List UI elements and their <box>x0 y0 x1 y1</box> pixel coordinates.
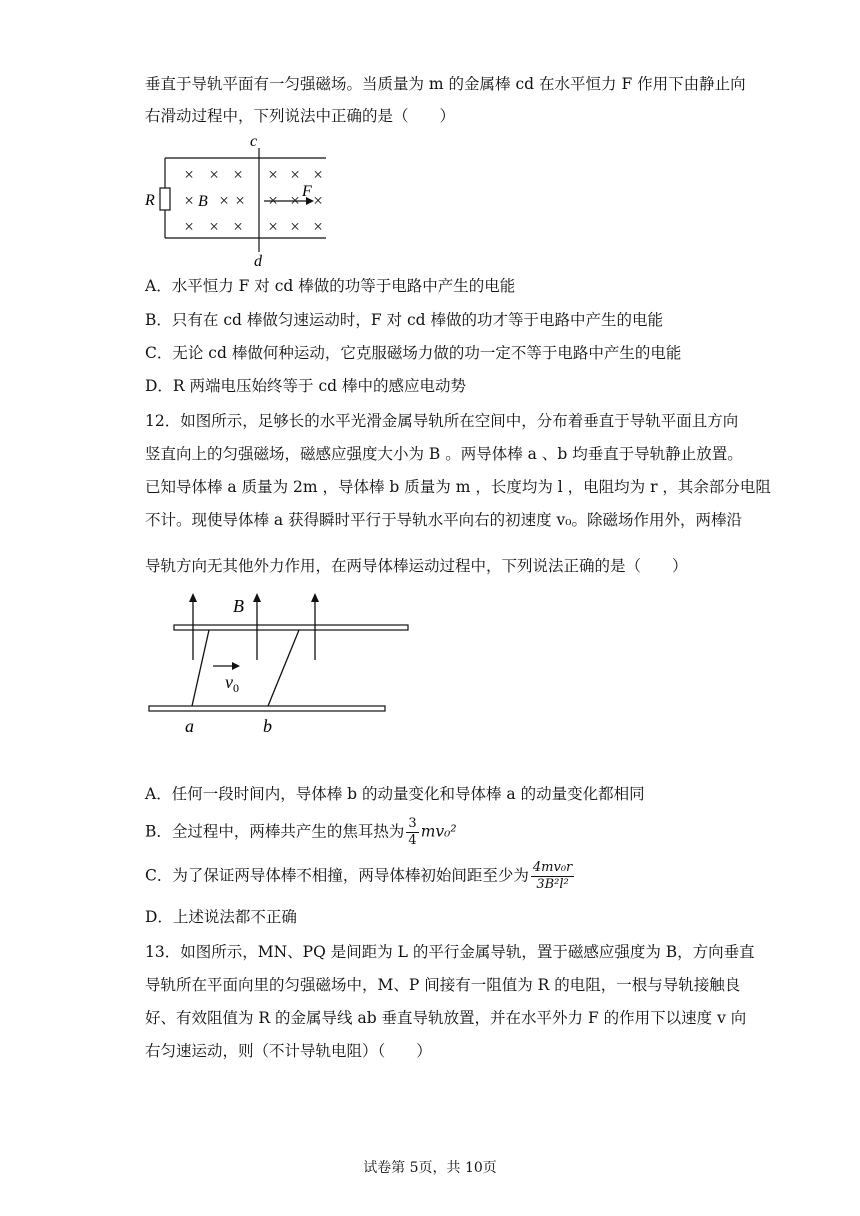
q12-fig-label-b: b <box>263 716 272 736</box>
svg-text:×: × <box>184 191 194 210</box>
svg-text:×: × <box>268 217 278 236</box>
svg-text:×: × <box>219 191 229 210</box>
q11-option-d: D．R 两端电压始终等于 cd 棒中的感应电动势 <box>145 377 466 395</box>
q12-option-c-numerator: 4mv₀r <box>532 860 573 875</box>
q12-option-b <box>145 816 735 849</box>
q12-option-d: D．上述说法都不正确 <box>145 908 297 926</box>
q11-fig-label-d: d <box>254 253 262 270</box>
q11-fig-label-F: F <box>302 183 312 200</box>
svg-text:×: × <box>184 165 194 184</box>
svg-text:×: × <box>184 217 194 236</box>
q13-line4: 右匀速运动，则（不计导轨电阻）（ ） <box>145 1042 432 1060</box>
svg-text:×: × <box>290 191 300 210</box>
q12-fig-label-v0: $v_0$ <box>225 672 239 695</box>
svg-text:×: × <box>209 217 219 236</box>
q12-option-b-denominator: 4 <box>408 833 417 848</box>
q13-line2: 导轨所在平面向里的匀强磁场中，M、P 间接有一阻值为 R 的电阻，一根与导轨接触良 <box>145 976 741 994</box>
q12-line2: 竖直向上的匀强磁场，磁感应强度大小为 B 。两导体棒 a 、b 均垂直于导轨静止放置。 <box>145 445 743 463</box>
q12-line5: 导轨方向无其他外力作用，在两导体棒运动过程中，下列说法正确的是（ ） <box>145 557 688 575</box>
q11-fig-label-c: c <box>250 133 258 150</box>
q12-option-c-denominator: 3B²l² <box>536 877 569 892</box>
q11-stem-line2: 右滑动过程中，下列说法中正确的是（ ） <box>145 107 456 125</box>
q12-fig-label-a: a <box>185 716 194 736</box>
q12-fig-label-B: B <box>233 596 244 616</box>
q12-figure <box>145 592 415 740</box>
q12-option-b-tail: mv₀² <box>420 822 457 841</box>
q11-stem-line1: 垂直于导轨平面有一匀强磁场。当质量为 m 的金属棒 cd 在水平恒力 F 作用下由静止向 <box>145 75 746 93</box>
page-footer: 试卷第 5页，共 10页 <box>363 1160 497 1176</box>
svg-text:×: × <box>290 217 300 236</box>
q12-option-b-numerator: 3 <box>408 816 417 831</box>
svg-text:×: × <box>313 217 323 236</box>
q12-line4: 不计。现使导体棒 a 获得瞬时平行于导轨水平向右的初速度 v₀。除磁场作用外，两棒沿 <box>145 511 742 529</box>
svg-text:×: × <box>268 191 278 210</box>
svg-text:×: × <box>235 191 245 210</box>
q11-fig-label-B: B <box>198 193 208 210</box>
q12-option-c <box>145 860 735 893</box>
q11-option-a: A．水平恒力 F 对 cd 棒做的功等于电路中产生的电能 <box>145 277 516 295</box>
q12-option-c-text: C．为了保证两导体棒不相撞，两导体棒初始间距至少为 <box>145 866 529 885</box>
q13-line1: 13．如图所示，MN、PQ 是间距为 L 的平行金属导轨，置于磁感应强度为 B，方向垂直 <box>145 943 755 961</box>
q12-line3: 已知导体棒 a 质量为 2m ，导体棒 b 质量为 m ，长度均为 l ，电阻均为 r ，其余部分电阻 <box>145 478 771 496</box>
q12-option-a: A．任何一段时间内，导体棒 b 的动量变化和导体棒 a 的动量变化都相同 <box>145 785 645 803</box>
svg-text:×: × <box>290 165 300 184</box>
svg-text:×: × <box>268 165 278 184</box>
svg-text:×: × <box>313 191 323 210</box>
svg-text:×: × <box>313 165 323 184</box>
q11-figure <box>140 132 340 270</box>
q12-option-b-fraction <box>406 816 418 849</box>
q11-option-c: C．无论 cd 棒做何种运动，它克服磁场力做的功一定不等于电路中产生的电能 <box>145 344 682 362</box>
q12-option-c-fraction <box>531 860 574 893</box>
q13-line3: 好、有效阻值为 R 的金属导线 ab 垂直导轨放置，并在水平外力 F 的作用下以速度 v 向 <box>145 1009 747 1027</box>
svg-text:×: × <box>233 165 243 184</box>
q11-option-b: B．只有在 cd 棒做匀速运动时，F 对 cd 棒做的功才等于电路中产生的电能 <box>145 311 663 329</box>
q11-fig-label-R: R <box>145 192 155 209</box>
svg-text:×: × <box>209 165 219 184</box>
svg-text:×: × <box>233 217 243 236</box>
q12-line1: 12．如图所示，足够长的水平光滑金属导轨所在空间中，分布着垂直于导轨平面且方向 <box>145 412 739 430</box>
q12-option-b-text: B．全过程中，两棒共产生的焦耳热为 <box>145 822 405 841</box>
